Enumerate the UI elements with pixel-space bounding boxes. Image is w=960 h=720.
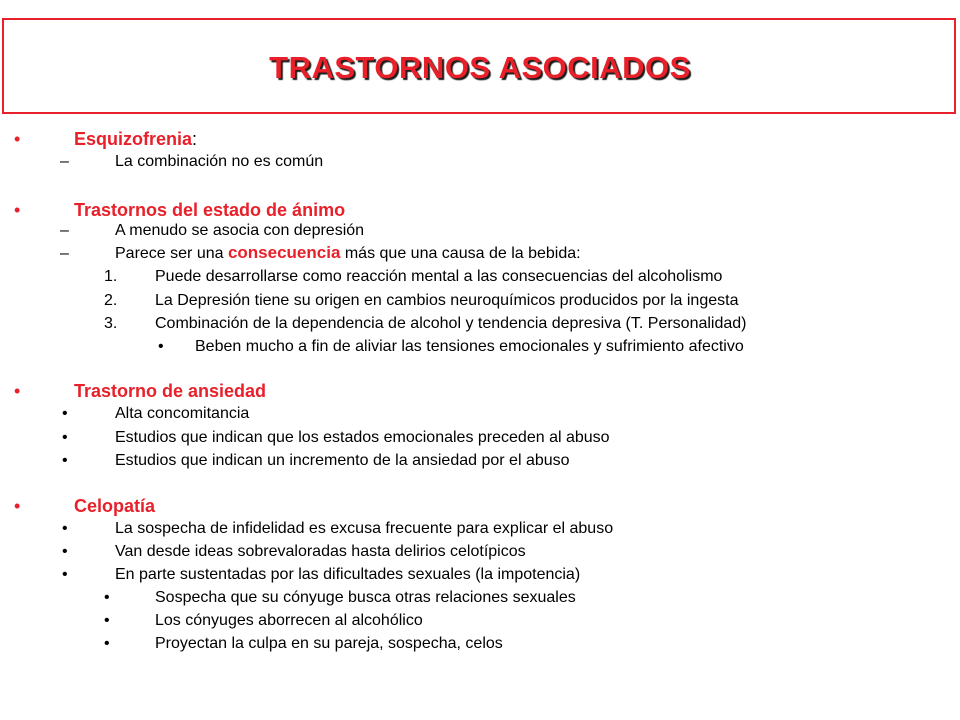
numbered-item: Combinación de la dependencia de alcohol y tendencia depresiva (T. Personalidad) xyxy=(155,315,747,332)
number-marker: 1. xyxy=(104,268,118,285)
bullet-marker: • xyxy=(62,543,68,560)
list-item: Estudios que indican que los estados emocionales preceden al abuso xyxy=(115,429,610,446)
text-after: más que una causa de la bebida: xyxy=(340,245,581,262)
list-item: En parte sustentadas por las dificultades sexuales (la impotencia) xyxy=(115,566,581,583)
section-heading-esquizofrenia xyxy=(74,129,197,150)
bullet-marker: • xyxy=(62,429,68,446)
sub-bullet-item: Proyectan la culpa en su pareja, sospecha, celos xyxy=(155,635,503,652)
text-before: Parece ser una xyxy=(115,245,228,262)
section-bullet: • xyxy=(14,496,21,516)
section-heading-celopatia: Celopatía xyxy=(74,496,156,516)
list-item: Alta concomitancia xyxy=(115,405,250,422)
list-item: A menudo se asocia con depresión xyxy=(115,222,365,239)
bullet-marker: • xyxy=(62,520,68,537)
sub-bullet-item: Los cónyuges aborrecen al alcohólico xyxy=(155,612,423,629)
number-marker: 2. xyxy=(104,292,118,309)
sub-bullet-marker: • xyxy=(104,612,110,629)
bullet-marker: • xyxy=(62,452,68,469)
section-bullet: • xyxy=(14,200,21,220)
slide-title: TRASTORNOS ASOCIADOS xyxy=(269,50,691,85)
numbered-item: Puede desarrollarse como reacción mental a las consecuencias del alcoholismo xyxy=(155,268,723,285)
number-marker: 3. xyxy=(104,315,118,332)
dash-marker: – xyxy=(60,222,69,239)
section-bullet: • xyxy=(14,129,21,149)
heading-text: Esquizofrenia xyxy=(74,129,193,149)
section-heading-animo: Trastornos del estado de ánimo xyxy=(74,200,346,220)
section-bullet: • xyxy=(14,381,21,401)
dash-marker: – xyxy=(60,153,69,170)
sub-bullet-marker: • xyxy=(104,589,110,606)
list-item: Estudios que indican un incremento de la ansiedad por el abuso xyxy=(115,452,570,469)
list-item: La sospecha de infidelidad es excusa frecuente para explicar el abuso xyxy=(115,520,614,537)
numbered-item: La Depresión tiene su origen en cambios neuroquímicos producidos por la ingesta xyxy=(155,292,739,309)
bullet-marker: • xyxy=(62,566,68,583)
highlight-consecuencia: consecuencia xyxy=(227,243,341,262)
list-item: Van desde ideas sobrevaloradas hasta delirios celotípicos xyxy=(115,543,526,560)
sub-bullet-item: Beben mucho a fin de aliviar las tensiones emocionales y sufrimiento afectivo xyxy=(195,338,744,355)
list-item: La combinación no es común xyxy=(115,153,324,170)
list-item xyxy=(115,243,581,263)
sub-bullet-marker: • xyxy=(158,338,164,355)
section-heading-ansiedad: Trastorno de ansiedad xyxy=(74,381,267,401)
dash-marker: – xyxy=(60,245,69,262)
sub-bullet-item: Sospecha que su cónyuge busca otras relaciones sexuales xyxy=(155,589,576,606)
sub-bullet-marker: • xyxy=(104,635,110,652)
heading-suffix: : xyxy=(192,129,198,149)
bullet-marker: • xyxy=(62,405,68,422)
